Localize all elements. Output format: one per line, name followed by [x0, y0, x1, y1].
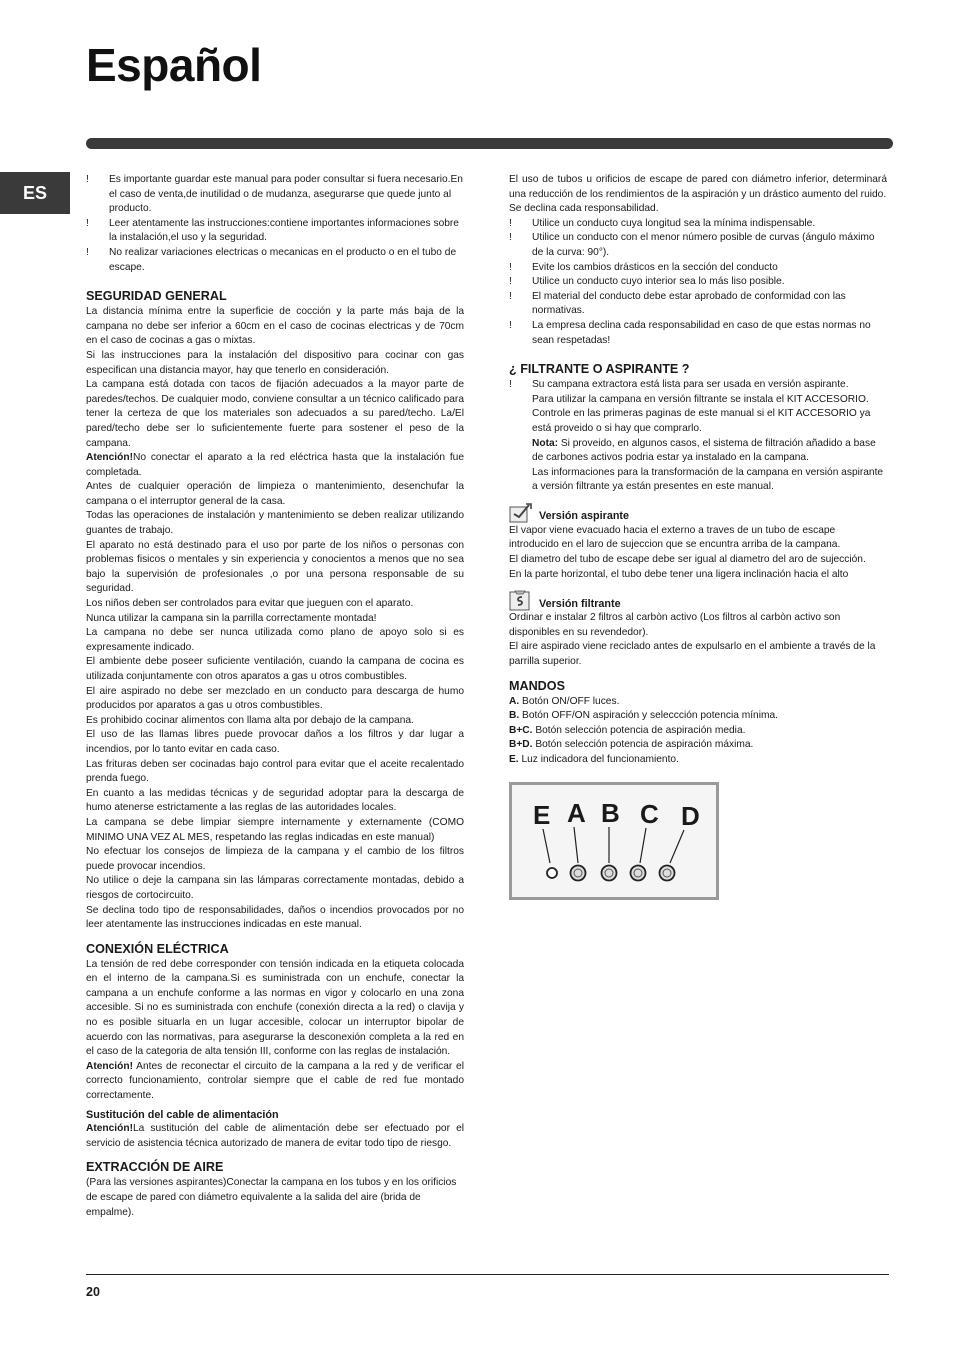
paragraph: No efectuar los consejos de limpieza de la campana y el cambio de los filtros puede provocar incendios.: [86, 846, 464, 872]
paragraph: La campana no debe ser nunca utilizada como plano de apoyo solo si es expresamente indicado.: [86, 627, 464, 653]
page-number: 20: [86, 1285, 100, 1299]
paragraph: No utilice o deje la campana sin las lámparas correctamente montadas, debido a riesgos de cortocircuito.: [86, 875, 464, 901]
list-item-text: No realizar variaciones electricas o mecanicas en el producto o en el tubo de escape.: [109, 246, 457, 273]
right-column: [509, 173, 887, 900]
panel-label-b: B: [601, 797, 620, 828]
warning-mark: !: [509, 379, 512, 391]
subsection-heading-cable: Sustitución del cable de alimentación: [86, 1108, 279, 1121]
paragraph: El vapor viene evacuado hacia el externo a traves de un tubo de escape introducido en el laro de sujeccion que se encuntra arriba de la campana.: [509, 524, 841, 551]
list-item-text: Evite los cambios drásticos en la sección del conducto: [532, 261, 778, 273]
paragraph: La campana está dotada con tacos de fijación adecuados a la mayor parte de paredes/techos. De cualquier modo, conviene consultar a un técnico calificado para tener la certeza de que los materiales son adecuados a su pared/techo. La/El pared/techo debe ser lo suficientemente fuerte para sostener el peso de la campana.: [86, 379, 464, 449]
filtrante-icon: [509, 589, 533, 611]
button-d: [660, 865, 675, 880]
section-heading-seguridad: SEGURIDAD GENERAL: [86, 289, 227, 304]
button-b: [602, 865, 617, 880]
list-item-text: El material del conducto debe estar aprobado de conformidad con las normativas.: [532, 290, 846, 317]
warning-mark: !: [509, 217, 512, 229]
list-item-text: Para utilizar la campana en versión filtrante se instala el KIT ACCESORIO. Controle en las primeras paginas de este manual si el KIT ACCESORIO ya está proveido o si hay que comprarlo.: [532, 393, 871, 434]
control-text: Botón selección potencia de aspiración media.: [532, 724, 746, 736]
control-item: [509, 724, 887, 739]
panel-label-e: E: [533, 799, 551, 830]
paragraph: El ambiente debe poseer suficiente ventilación, cuando la campana de cocina es utilizada conjuntamente con otros aparatos a gas u otros combustibles.: [86, 656, 464, 682]
paragraph: La campana se debe limpiar siempre internamente y externamente (COMO MINIMO UNA VEZ AL MES, respetando las reglas indicadas en este manual): [86, 816, 464, 843]
paragraph: Es prohibido cocinar alimentos con llama alta por debajo de la campana.: [86, 714, 414, 726]
warning-mark: !: [509, 261, 512, 273]
warning-mark: !: [509, 232, 512, 244]
paragraph: En cuanto a las medidas técnicas y de seguridad adoptar para la descarga de humo atenerse estrictamente a las reglas de las autoridades locales.: [86, 787, 464, 814]
control-text: Botón ON/OFF luces.: [519, 695, 620, 707]
list-item-text: Utilice un conducto cuya longitud sea la mínima indispensable.: [532, 217, 816, 229]
aspirante-icon: [509, 502, 533, 524]
list-item: [509, 217, 887, 232]
paragraph: Todas las operaciones de instalación y mantenimiento se deben realizar utilizando guantes de trabajo.: [86, 510, 464, 537]
control-panel-drawing: [512, 785, 716, 897]
paragraph: El aire aspirado viene reciclado antes de expulsarlo en el ambiente a través de la parrilla superior.: [509, 641, 876, 668]
paragraph: La tensión de red debe corresponder con tensión indicada en la etiqueta colocada en el interno de la campana.Si es suministrada con un enchufe, conectar la campana a un enchufe conforme a las normas en vigor y colocarlo en una zona accesible. Si no es suministrada con enchufe (conexión directa a la red) o clavija y no es posible situarla en un lugar accesible, colocar un interruptor bipolar de acuerdo con las normativas, para asegurarse la desconexión completa a la red en el caso de la categoria de alta tensión III, conforme con las reglas de instalación.: [86, 958, 464, 1058]
leader-line-e: [543, 829, 550, 863]
left-column: [86, 173, 464, 1220]
page-title: Español: [86, 39, 262, 91]
paragraph: [86, 1122, 464, 1151]
paragraph: El uso de las llamas libres puede provocar daños a los filtros y dar lugar a incendios, por lo tanto evitar en cada caso.: [86, 729, 464, 755]
control-item: [509, 709, 887, 724]
paragraph: (Para las versiones aspirantes)Conectar la campana en los tubos y en los orificios de escape de pared con diámetro equivalente a la salida del aire (brida de empalme).: [86, 1177, 457, 1218]
paragraph: El aparato no está destinado para el uso por parte de los niños o personas con problemas fisicos o mentales y sin experiencia y conocientos a menos que no sea bajo la supervisión de profesionales ,o por una persona responsable de su seguridad.: [86, 539, 464, 595]
language-tab: ES: [0, 172, 70, 214]
control-text: Botón selección potencia de aspiración máxima.: [532, 739, 754, 751]
list-item-body: [532, 378, 887, 495]
button-c: [631, 865, 646, 880]
section-heading-extraccion: EXTRACCIÓN DE AIRE: [86, 1160, 224, 1175]
list-item-text: Leer atentamente las instrucciones:contiene importantes informaciones sobre la instalación,el uso y la seguridad.: [109, 217, 459, 244]
control-item: [509, 753, 887, 768]
list-item: [509, 290, 887, 319]
paragraph: [86, 451, 464, 480]
title-rule: [86, 138, 893, 149]
paragraph: El uso de tubos u orificios de escape de pared con diámetro inferior, determinará una reducción de los rendimientos de la aspiración y un drástico aumento del ruido.: [509, 174, 887, 200]
list-item: [509, 231, 887, 260]
list-item-text: Utilice un conducto cuyo interior sea lo más liso posible.: [532, 276, 785, 288]
list-item: [86, 173, 464, 217]
control-text: Botón OFF/ON aspiración y seleccción potencia mínima.: [519, 710, 778, 722]
list-item: [509, 378, 887, 495]
warning-mark: !: [509, 276, 512, 288]
control-key: B.: [509, 710, 520, 722]
list-item-text: Utilice un conducto con el menor número posible de curvas (ángulo máximo de la curva: 90°).: [532, 232, 875, 258]
paragraph: Si las instrucciones para la instalación del dispositivo para cocinar con gas especifican una distancia mayor, hay que tenerlo en consideración.: [86, 349, 464, 376]
panel-label-a: A: [567, 797, 586, 828]
leader-line-a: [574, 827, 578, 863]
paragraph: El diametro del tubo de escape debe ser igual al diametro del aro de sujección.: [509, 554, 866, 566]
paragraph-text: Antes de reconectar el circuito de la campana a la red y de verificar el correcto funcionamiento, controlar siempre que el cable de red fue montado correctamente.: [86, 1060, 464, 1102]
paragraph: [86, 1060, 464, 1104]
paragraph: En la parte horizontal, el tubo debe tener una ligera inclinación hacia el alto: [509, 568, 849, 580]
panel-label-c: C: [640, 798, 659, 829]
panel-label-d: D: [681, 800, 700, 831]
section-heading-conexion: CONEXIÓN ELÉCTRICA: [86, 941, 229, 956]
paragraph: Antes de cualquier operación de limpieza o mantenimiento, desenchufar la campana o el interruptor general de la casa.: [86, 481, 464, 507]
list-item-text: Las informaciones para la transformación de la campana en versión aspirante a versión filtrante ya están presentes en este manual.: [532, 466, 884, 493]
warning-mark: !: [86, 217, 89, 229]
warning-label: Atención!: [86, 1060, 133, 1072]
footer-rule: [86, 1274, 889, 1275]
control-item: [509, 695, 887, 710]
leader-line-d: [670, 830, 684, 863]
control-key: B+C.: [509, 724, 533, 736]
paragraph: Las frituras deben ser cocinadas bajo control para evitar que el aceite recalentado prenda fuego.: [86, 758, 464, 785]
section-heading-filtrante: ¿ FILTRANTE O ASPIRANTE ?: [509, 362, 690, 377]
control-key: B+D.: [509, 739, 533, 751]
control-key: A.: [509, 695, 520, 707]
list-item: [509, 319, 887, 348]
warning-mark: !: [509, 290, 512, 302]
paragraph-text: No conectar el aparato a la red eléctrica hasta que la instalación fue completada.: [86, 452, 464, 478]
warning-mark: !: [509, 319, 512, 331]
paragraph: Nunca utilizar la campana sin la parrilla correctamente montada!: [86, 612, 377, 624]
button-a: [571, 865, 586, 880]
note: [532, 437, 887, 466]
note-text: Si proveido, en algunos casos, el sistema de filtración añadido a base de carbones activos podria estar ya instalado en la campana.: [532, 437, 876, 464]
paragraph: Se declina cada responsabilidad.: [509, 203, 659, 215]
list-item: [86, 246, 464, 275]
list-item-text: La empresa declina cada responsabilidad en caso de que estas normas no sean respetadas!: [532, 319, 871, 346]
paragraph: Se declina todo tipo de responsabilidades, daños o incendios provocados por no leer atentamente las instrucciones indicadas en este manual.: [86, 904, 464, 931]
control-key: E.: [509, 754, 519, 765]
paragraph: La distancia mínima entre la superficie de cocción y la parte más baja de la campana no debe ser inferior a 60cm en el caso de cocinas electricas y de 70cm en el caso de cocinas a gas o mixtas.: [86, 306, 464, 347]
control-item: [509, 738, 887, 753]
paragraph: El aire aspirado no debe ser mezclado en un conducto para descarga de humo producidos por aparatos a gas u otros combustibles.: [86, 685, 464, 712]
warning-mark: !: [86, 246, 89, 258]
warning-label: Atención!: [86, 452, 133, 464]
indicator-light-e: [547, 868, 557, 878]
version-title: Versión filtrante: [539, 597, 621, 610]
leader-line-c: [640, 828, 646, 863]
list-item: [509, 261, 887, 276]
list-item: [509, 275, 887, 290]
control-panel-diagram: [509, 782, 719, 900]
section-heading-mandos: MANDOS: [509, 678, 565, 693]
paragraph-text: La sustitución del cable de alimentación debe ser efectuado por el servicio de asistencia técnica autorizado de manera de evitar todo tipo de riesgo.: [86, 1123, 464, 1149]
list-item: [86, 217, 464, 246]
version-heading-filtrante: [509, 589, 887, 611]
warning-label: Atención!: [86, 1123, 133, 1135]
list-item-text: Su campana extractora está lista para ser usada en versión aspirante.: [532, 379, 849, 391]
list-item-text: Es importante guardar este manual para poder consultar si fuera necesario.En el caso de venta,de inutilidad o de mudanza, asegurarse que quede junto al producto.: [109, 174, 463, 215]
note-label: Nota:: [532, 437, 559, 449]
warning-mark: !: [86, 174, 89, 185]
version-heading-aspirante: [509, 502, 887, 524]
version-title: Versión aspirante: [539, 510, 630, 523]
paragraph: Los niños deben ser controlados para evitar que jueguen con el aparato.: [86, 598, 414, 610]
paragraph: Ordinar e instalar 2 filtros al carbòn activo (Los filtros al carbòn activo son disponibles en su revendedor).: [509, 612, 841, 638]
control-text: Luz indicadora del funcionamiento.: [518, 754, 679, 765]
